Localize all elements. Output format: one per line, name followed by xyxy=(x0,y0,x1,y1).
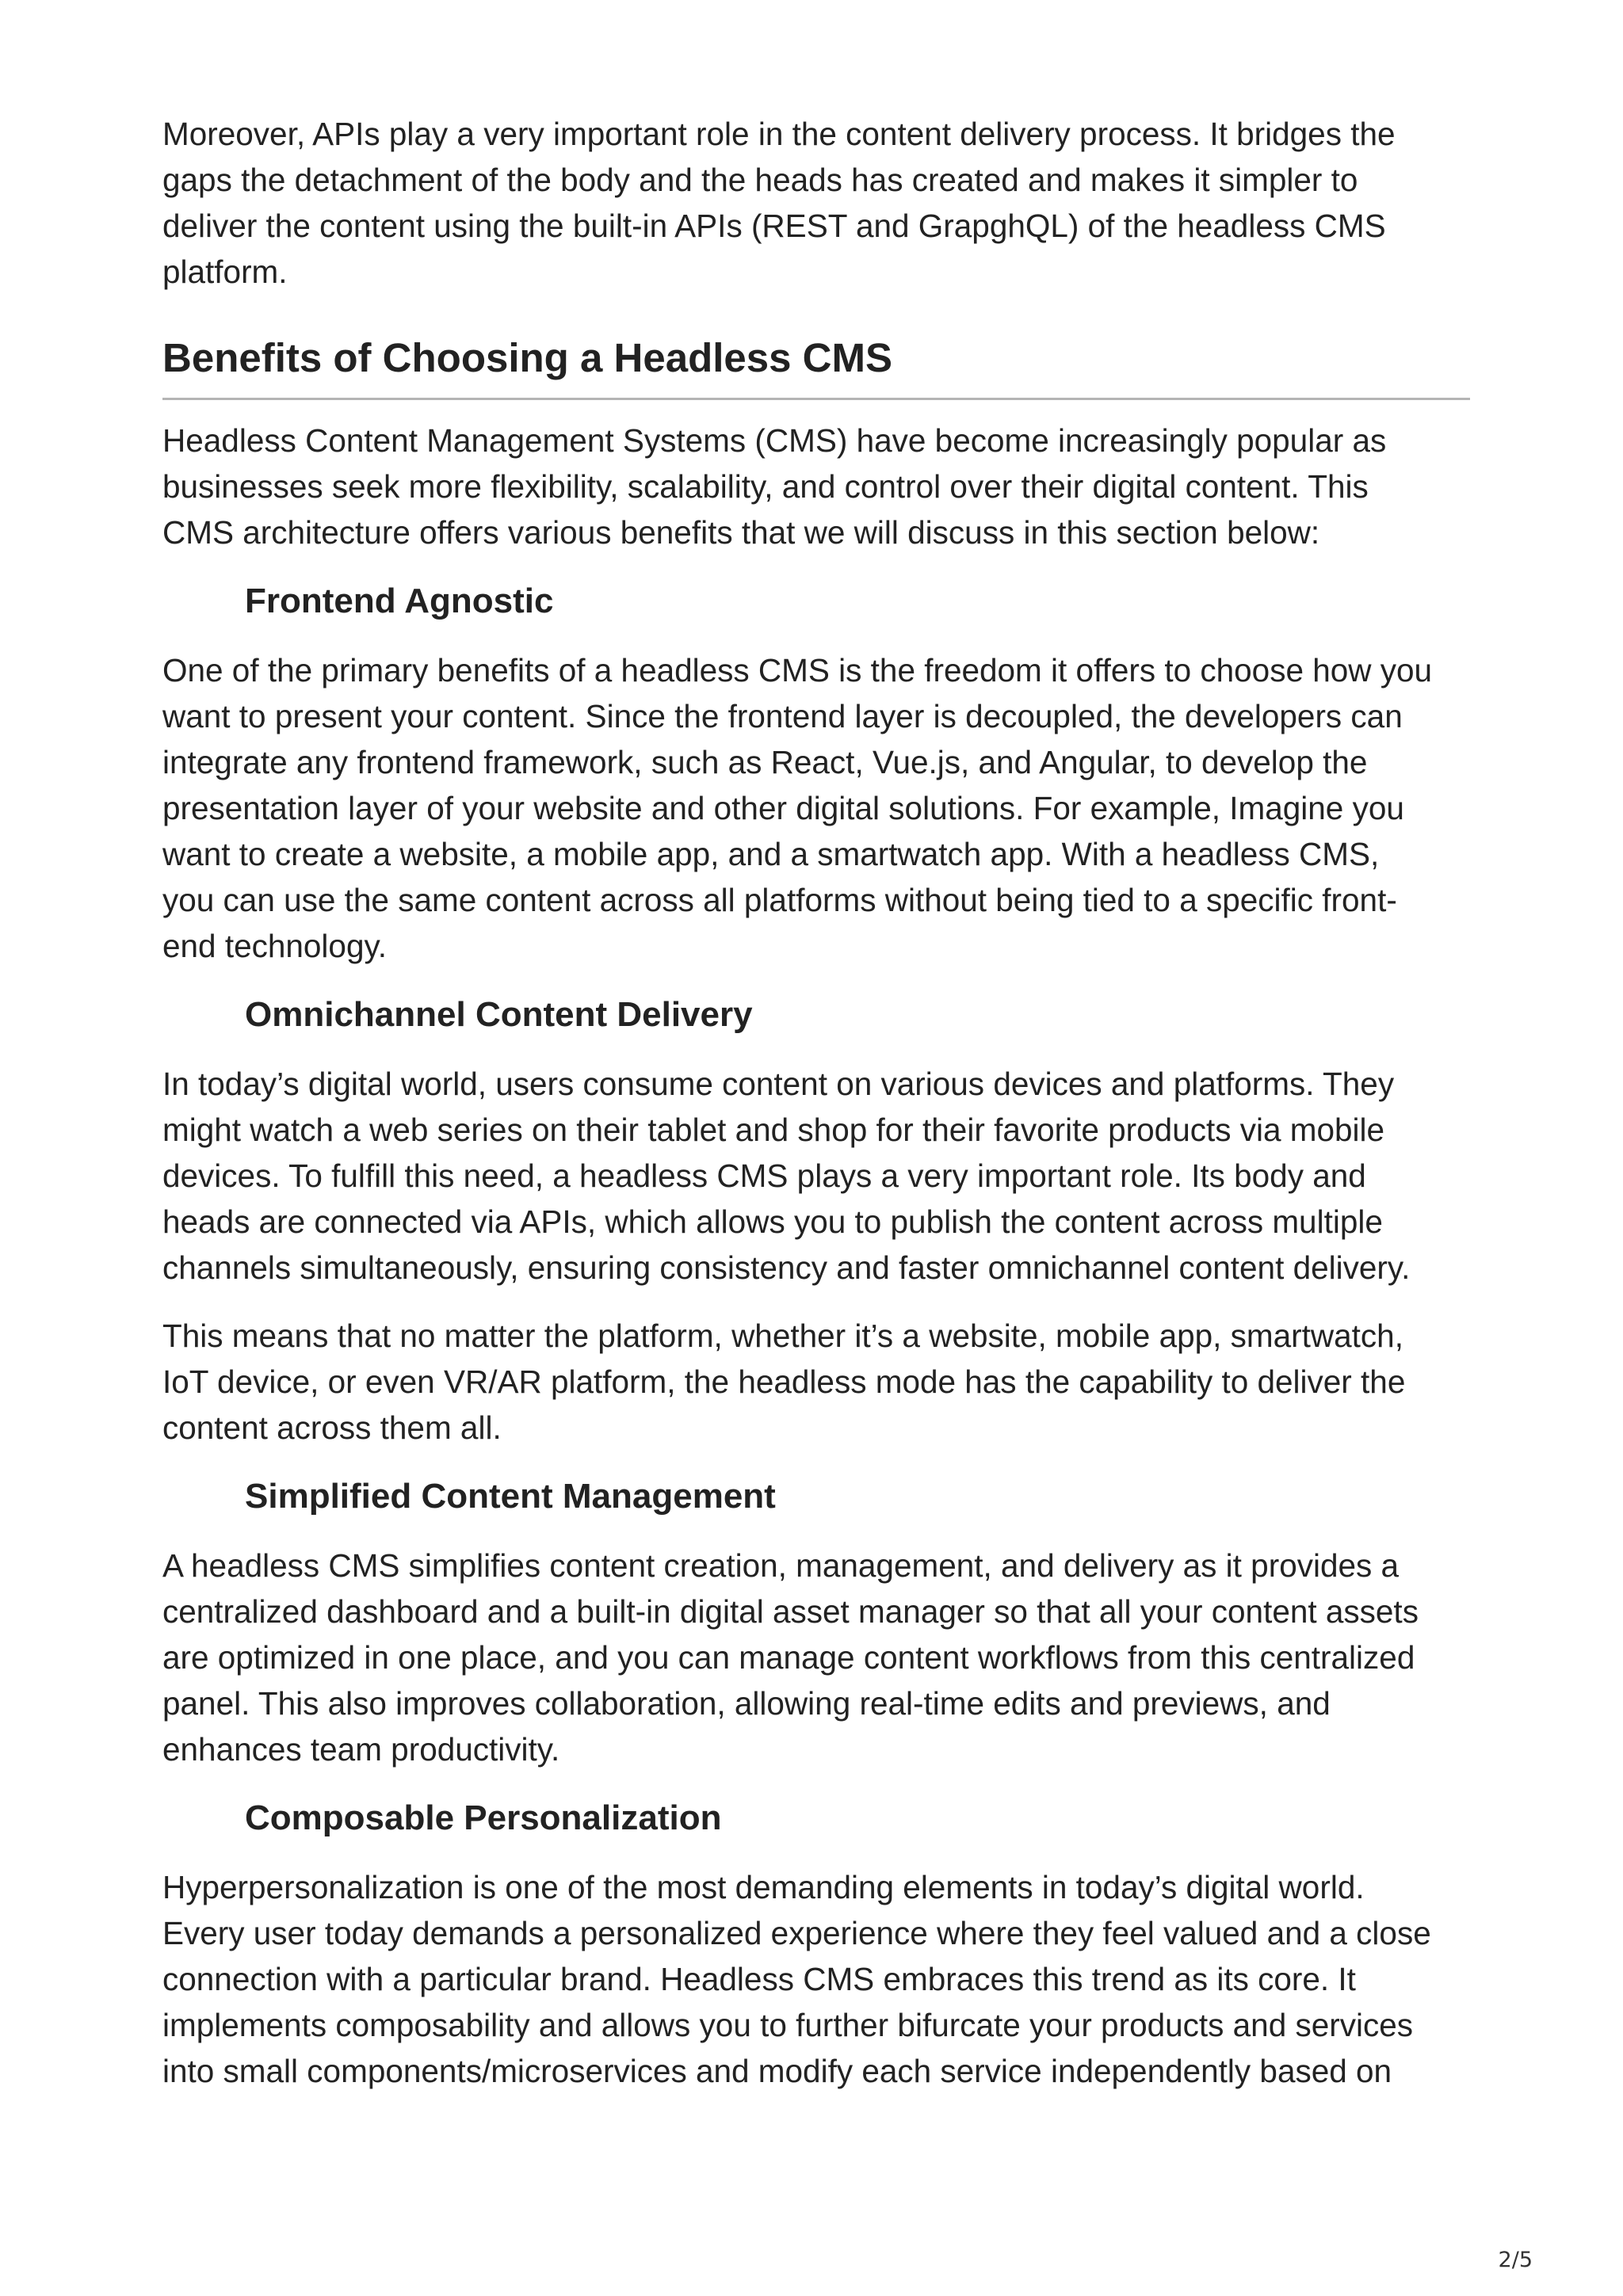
text-line: you can use the same content across all platforms without being tied to a specific front- xyxy=(162,882,1397,918)
text-line: IoT device, or even VR/AR platform, the headless mode has the capability to deliver the xyxy=(162,1363,1406,1400)
text-line: channels simultaneously, ensuring consistency and faster omnichannel content delivery. xyxy=(162,1249,1411,1286)
text-line: heads are connected via APIs, which allows you to publish the content across multiple xyxy=(162,1203,1383,1240)
text-line: businesses seek more flexibility, scalability, and control over their digital content. This xyxy=(162,468,1369,505)
text-line: want to create a website, a mobile app, and a smartwatch app. With a headless CMS, xyxy=(162,836,1380,872)
text-line: connection with a particular brand. Headless CMS embraces this trend as its core. It xyxy=(162,1961,1356,1997)
subsection-heading-simplified-content-management: Simplified Content Management xyxy=(245,1477,776,1516)
omnichannel-paragraph-2 xyxy=(162,1313,1470,1451)
text-line: Hyperpersonalization is one of the most demanding elements in today’s digital world. xyxy=(162,1869,1365,1905)
text-line: into small components/microservices and modify each service independently based on xyxy=(162,2053,1392,2089)
text-line: are optimized in one place, and you can manage content workflows from this centralized xyxy=(162,1639,1415,1676)
document-body xyxy=(162,111,1470,2116)
text-line: Every user today demands a personalized experience where they feel valued and a close xyxy=(162,1915,1431,1951)
text-line: might watch a web series on their tablet and shop for their favorite products via mobile xyxy=(162,1112,1385,1148)
simplified-content-management-paragraph xyxy=(162,1543,1470,1772)
intro-paragraph xyxy=(162,111,1470,295)
text-line: enhances team productivity. xyxy=(162,1731,560,1768)
text-line: end technology. xyxy=(162,928,387,964)
text-line: devices. To fulfill this need, a headless CMS plays a very important role. Its body and xyxy=(162,1158,1366,1194)
text-line: One of the primary benefits of a headless CMS is the freedom it offers to choose how you xyxy=(162,652,1433,688)
section-heading: Benefits of Choosing a Headless CMS xyxy=(162,330,1470,400)
subsection-heading-frontend-agnostic: Frontend Agnostic xyxy=(245,582,554,620)
text-line: integrate any frontend framework, such as React, Vue.js, and Angular, to develop the xyxy=(162,744,1368,780)
composable-personalization-paragraph xyxy=(162,1864,1470,2094)
text-line: panel. This also improves collaboration, allowing real-time edits and previews, and xyxy=(162,1685,1331,1722)
text-line: deliver the content using the built-in APIs (REST and GrapghQL) of the headless CMS xyxy=(162,208,1386,244)
subsection-heading-omnichannel: Omnichannel Content Delivery xyxy=(245,995,753,1034)
text-line: implements composability and allows you to further bifurcate your products and services xyxy=(162,2007,1413,2043)
subsection-heading-composable-personalization: Composable Personalization xyxy=(245,1798,722,1837)
omnichannel-paragraph-1 xyxy=(162,1061,1470,1291)
text-line: gaps the detachment of the body and the heads has created and makes it simpler to xyxy=(162,162,1358,198)
text-line: Moreover, APIs play a very important role in the content delivery process. It bridges the xyxy=(162,116,1396,152)
frontend-agnostic-paragraph xyxy=(162,647,1470,969)
text-line: Headless Content Management Systems (CMS) have become increasingly popular as xyxy=(162,422,1387,459)
text-line: This means that no matter the platform, whether it’s a website, mobile app, smartwatch, xyxy=(162,1318,1403,1354)
page-number: 2/5 xyxy=(1498,2248,1533,2272)
text-line: CMS architecture offers various benefits that we will discuss in this section below: xyxy=(162,514,1320,551)
text-line: centralized dashboard and a built-in digital asset manager so that all your content assets xyxy=(162,1593,1419,1630)
text-line: platform. xyxy=(162,254,288,290)
section-intro-paragraph xyxy=(162,418,1470,555)
text-line: A headless CMS simplifies content creation, management, and delivery as it provides a xyxy=(162,1547,1400,1584)
text-line: In today’s digital world, users consume content on various devices and platforms. They xyxy=(162,1066,1395,1102)
text-line: content across them all. xyxy=(162,1409,502,1446)
text-line: presentation layer of your website and other digital solutions. For example, Imagine you xyxy=(162,790,1404,826)
text-line: want to present your content. Since the frontend layer is decoupled, the developers can xyxy=(162,698,1403,734)
